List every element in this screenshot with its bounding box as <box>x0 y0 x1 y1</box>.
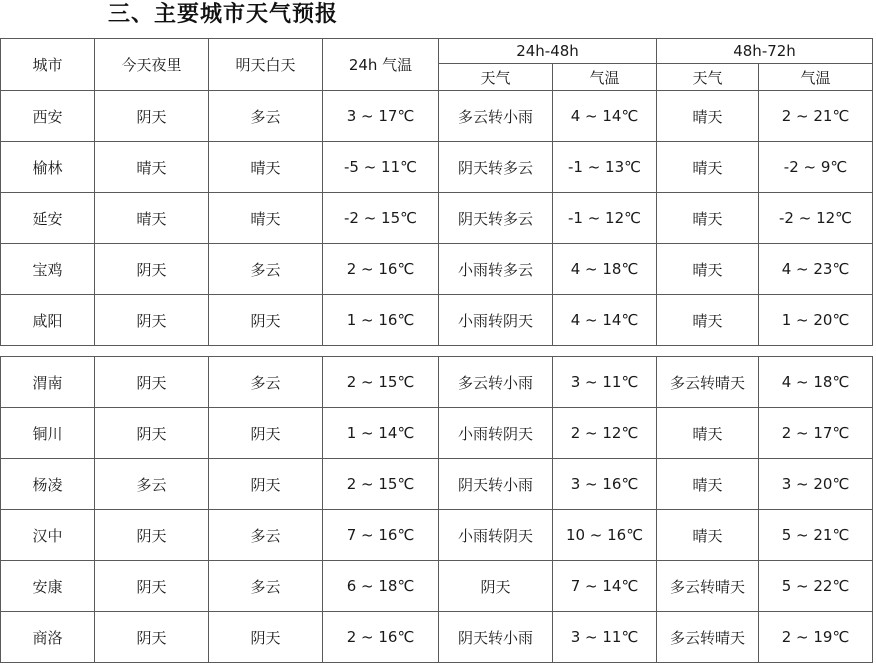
temp-72h-cell: 2 ~ 19℃ <box>759 612 873 663</box>
table-row <box>1 244 873 295</box>
city-cell: 商洛 <box>1 612 95 663</box>
header-weather-72: 天气 <box>657 64 759 91</box>
tomorrow-day-weather-cell: 多云 <box>209 561 323 612</box>
weather-72h-cell: 晴天 <box>657 193 759 244</box>
temp-72h-cell: 3 ~ 20℃ <box>759 459 873 510</box>
temp-72h-cell: 5 ~ 22℃ <box>759 561 873 612</box>
spacer-row <box>1 346 873 357</box>
temp-48h-cell: 4 ~ 14℃ <box>553 91 657 142</box>
header-period-48-72: 48h-72h <box>657 39 873 64</box>
city-cell: 咸阳 <box>1 295 95 346</box>
table-row <box>1 295 873 346</box>
temp-48h-cell: 3 ~ 16℃ <box>553 459 657 510</box>
header-tomorrow-day: 明天白天 <box>209 39 323 91</box>
weather-48h-cell: 多云转小雨 <box>439 357 553 408</box>
temp-24h-cell: 3 ~ 17℃ <box>323 91 439 142</box>
temp-48h-cell: 4 ~ 14℃ <box>553 295 657 346</box>
table-body-group-1 <box>1 91 873 346</box>
city-cell: 西安 <box>1 91 95 142</box>
weather-72h-cell: 晴天 <box>657 91 759 142</box>
weather-72h-cell: 晴天 <box>657 510 759 561</box>
temp-24h-cell: 1 ~ 16℃ <box>323 295 439 346</box>
header-row-top <box>1 39 873 64</box>
temp-24h-cell: 6 ~ 18℃ <box>323 561 439 612</box>
header-weather-48: 天气 <box>439 64 553 91</box>
weather-48h-cell: 小雨转阴天 <box>439 295 553 346</box>
header-tonight: 今天夜里 <box>95 39 209 91</box>
weather-72h-cell: 多云转晴天 <box>657 612 759 663</box>
weather-48h-cell: 阴天转多云 <box>439 142 553 193</box>
tomorrow-day-weather-cell: 阴天 <box>209 295 323 346</box>
temp-48h-cell: 7 ~ 14℃ <box>553 561 657 612</box>
tonight-weather-cell: 阴天 <box>95 408 209 459</box>
temp-24h-cell: -5 ~ 11℃ <box>323 142 439 193</box>
weather-72h-cell: 多云转晴天 <box>657 357 759 408</box>
temp-48h-cell: 10 ~ 16℃ <box>553 510 657 561</box>
tonight-weather-cell: 阴天 <box>95 295 209 346</box>
header-temp-48: 气温 <box>553 64 657 91</box>
tomorrow-day-weather-cell: 多云 <box>209 244 323 295</box>
temp-48h-cell: 4 ~ 18℃ <box>553 244 657 295</box>
tonight-weather-cell: 阴天 <box>95 612 209 663</box>
weather-48h-cell: 阴天转小雨 <box>439 612 553 663</box>
temp-72h-cell: -2 ~ 9℃ <box>759 142 873 193</box>
weather-72h-cell: 晴天 <box>657 408 759 459</box>
table-row <box>1 142 873 193</box>
tomorrow-day-weather-cell: 多云 <box>209 510 323 561</box>
temp-72h-cell: 4 ~ 18℃ <box>759 357 873 408</box>
tonight-weather-cell: 阴天 <box>95 91 209 142</box>
header-city: 城市 <box>1 39 95 91</box>
city-cell: 安康 <box>1 561 95 612</box>
temp-48h-cell: -1 ~ 13℃ <box>553 142 657 193</box>
weather-72h-cell: 多云转晴天 <box>657 561 759 612</box>
weather-48h-cell: 阴天 <box>439 561 553 612</box>
temp-48h-cell: 3 ~ 11℃ <box>553 612 657 663</box>
table-row <box>1 193 873 244</box>
temp-72h-cell: 1 ~ 20℃ <box>759 295 873 346</box>
weather-72h-cell: 晴天 <box>657 142 759 193</box>
table-row <box>1 612 873 663</box>
tomorrow-day-weather-cell: 晴天 <box>209 142 323 193</box>
tomorrow-day-weather-cell: 阴天 <box>209 408 323 459</box>
document-title: 三、主要城市天气预报 <box>108 2 339 27</box>
temp-72h-cell: 2 ~ 17℃ <box>759 408 873 459</box>
table-row <box>1 510 873 561</box>
weather-48h-cell: 阴天转小雨 <box>439 459 553 510</box>
tonight-weather-cell: 多云 <box>95 459 209 510</box>
table-gap <box>1 346 873 357</box>
tonight-weather-cell: 阴天 <box>95 561 209 612</box>
weather-48h-cell: 小雨转多云 <box>439 244 553 295</box>
header-temp-72: 气温 <box>759 64 873 91</box>
city-cell: 杨凌 <box>1 459 95 510</box>
temp-72h-cell: -2 ~ 12℃ <box>759 193 873 244</box>
tonight-weather-cell: 阴天 <box>95 357 209 408</box>
temp-24h-cell: 7 ~ 16℃ <box>323 510 439 561</box>
tomorrow-day-weather-cell: 阴天 <box>209 459 323 510</box>
tomorrow-day-weather-cell: 晴天 <box>209 193 323 244</box>
spacer-cell <box>1 346 873 357</box>
header-temp-24h: 24h 气温 <box>323 39 439 91</box>
weather-48h-cell: 小雨转阴天 <box>439 408 553 459</box>
temp-72h-cell: 2 ~ 21℃ <box>759 91 873 142</box>
temp-24h-cell: 2 ~ 16℃ <box>323 612 439 663</box>
tonight-weather-cell: 晴天 <box>95 142 209 193</box>
tomorrow-day-weather-cell: 多云 <box>209 357 323 408</box>
table-row <box>1 91 873 142</box>
city-cell: 渭南 <box>1 357 95 408</box>
table-row <box>1 357 873 408</box>
temp-48h-cell: 2 ~ 12℃ <box>553 408 657 459</box>
temp-24h-cell: 2 ~ 16℃ <box>323 244 439 295</box>
temp-24h-cell: -2 ~ 15℃ <box>323 193 439 244</box>
weather-72h-cell: 晴天 <box>657 459 759 510</box>
weather-forecast-table <box>0 38 873 663</box>
temp-72h-cell: 5 ~ 21℃ <box>759 510 873 561</box>
city-cell: 铜川 <box>1 408 95 459</box>
header-period-24-48: 24h-48h <box>439 39 657 64</box>
city-cell: 汉中 <box>1 510 95 561</box>
tomorrow-day-weather-cell: 阴天 <box>209 612 323 663</box>
weather-48h-cell: 阴天转多云 <box>439 193 553 244</box>
temp-48h-cell: -1 ~ 12℃ <box>553 193 657 244</box>
weather-72h-cell: 晴天 <box>657 244 759 295</box>
weather-72h-cell: 晴天 <box>657 295 759 346</box>
tonight-weather-cell: 阴天 <box>95 244 209 295</box>
temp-72h-cell: 4 ~ 23℃ <box>759 244 873 295</box>
city-cell: 延安 <box>1 193 95 244</box>
table-row <box>1 459 873 510</box>
temp-24h-cell: 2 ~ 15℃ <box>323 459 439 510</box>
weather-48h-cell: 小雨转阴天 <box>439 510 553 561</box>
tomorrow-day-weather-cell: 多云 <box>209 91 323 142</box>
city-cell: 榆林 <box>1 142 95 193</box>
temp-48h-cell: 3 ~ 11℃ <box>553 357 657 408</box>
tonight-weather-cell: 晴天 <box>95 193 209 244</box>
temp-24h-cell: 1 ~ 14℃ <box>323 408 439 459</box>
weather-48h-cell: 多云转小雨 <box>439 91 553 142</box>
temp-24h-cell: 2 ~ 15℃ <box>323 357 439 408</box>
table-body-group-2 <box>1 357 873 663</box>
table-row <box>1 561 873 612</box>
table-row <box>1 408 873 459</box>
tonight-weather-cell: 阴天 <box>95 510 209 561</box>
city-cell: 宝鸡 <box>1 244 95 295</box>
